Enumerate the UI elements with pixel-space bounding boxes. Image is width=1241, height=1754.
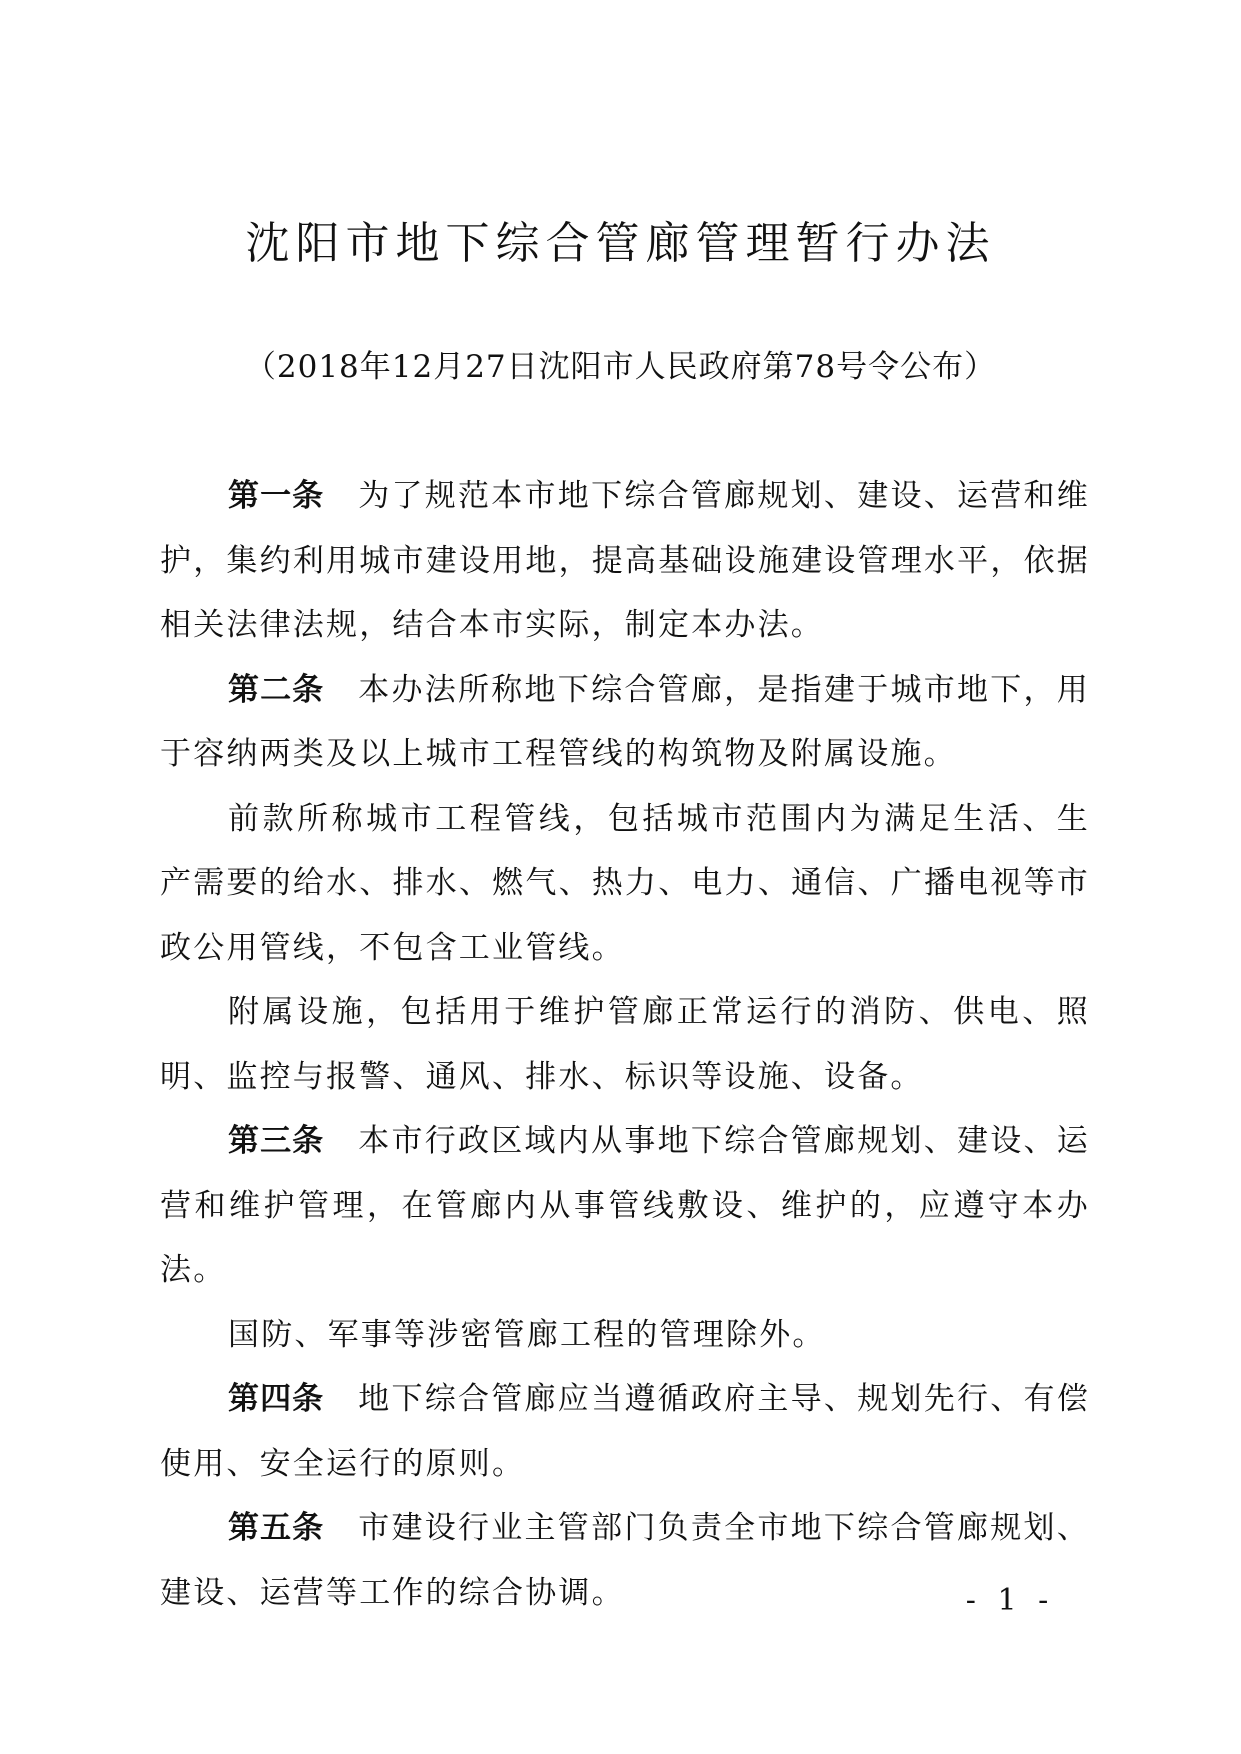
paragraph-article-2	[160, 658, 1090, 787]
document-subtitle: （2018年12月27日沈阳市人民政府第78号令公布）	[244, 349, 997, 385]
paragraph-article-3	[160, 1109, 1090, 1303]
paragraph-text: 本市行政区域内从事地下综合管廊规划、建设、运营和维护管理，在管廊内从事管线敷设、维护的，应遵守本办法。	[160, 1123, 1090, 1288]
article-heading: 第二条	[228, 671, 325, 708]
article-heading: 第四条	[228, 1381, 325, 1417]
paragraph-text: 地下综合管廊应当遵循政府主导、规划先行、有偿使用、安全运行的原则。	[160, 1381, 1090, 1482]
paragraph-article-2-clause-3	[160, 980, 1090, 1109]
paragraph-text: 市建设行业主管部门负责全市地下综合管廊规划、建设、运营等工作的综合协调。	[160, 1510, 1090, 1611]
paragraph-article-1	[160, 464, 1090, 658]
article-heading: 第一条	[228, 478, 325, 514]
paragraph-text: 为了规范本市地下综合管廊规划、建设、运营和维护，集约利用城市建设用地，提高基础设施建设管理水平，依据相关法律法规，结合本市实际，制定本办法。	[160, 478, 1090, 643]
paragraph-article-3-clause-2	[160, 1303, 1090, 1368]
article-heading: 第五条	[228, 1510, 325, 1546]
document-title: 沈阳市地下综合管廊管理暂行办法	[245, 218, 996, 269]
document-body	[160, 464, 1090, 1625]
paragraph-article-4	[160, 1367, 1090, 1496]
paragraph-text: 前款所称城市工程管线，包括城市范围内为满足生活、生产需要的给水、排水、燃气、热力、电力、通信、广播电视等市政公用管线，不包含工业管线。	[160, 800, 1090, 966]
article-heading: 第三条	[228, 1123, 325, 1159]
paragraph-text: 国防、军事等涉密管廊工程的管理除外。	[228, 1316, 826, 1353]
page-number: - 1 -	[965, 1583, 1055, 1618]
paragraph-article-2-clause-2	[160, 787, 1090, 981]
paragraph-text: 本办法所称地下综合管廊，是指建于城市地下，用于容纳两类及以上城市工程管线的构筑物及附属设施。	[160, 671, 1090, 772]
paragraph-text: 附属设施，包括用于维护管廊正常运行的消防、供电、照明、监控与报警、通风、排水、标识等设施、设备。	[160, 994, 1090, 1095]
